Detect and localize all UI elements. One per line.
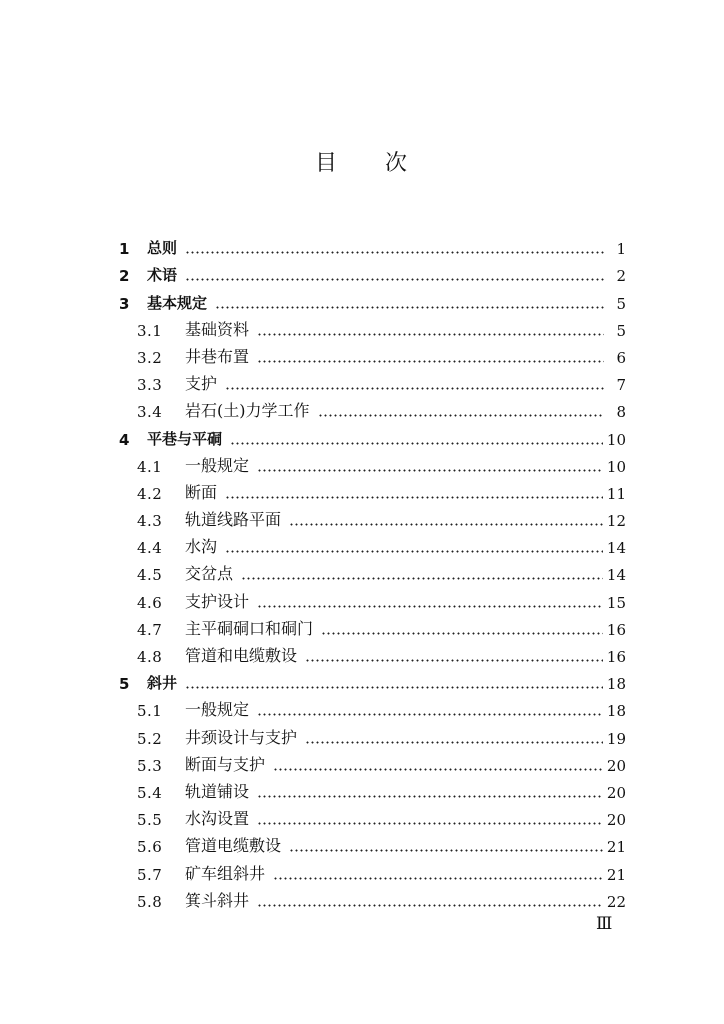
toc-entry-label: 斜井 <box>147 674 178 693</box>
toc-entry-label: 断面与支护 <box>185 754 266 774</box>
toc-entry-label: 箕斗斜井 <box>185 890 250 910</box>
dot-leader <box>305 647 603 663</box>
toc-entry-page: 19 <box>606 729 626 748</box>
toc-entry-page: 20 <box>606 756 626 775</box>
toc-entry-page: 22 <box>606 892 626 911</box>
toc-entry-page: 6 <box>616 348 626 367</box>
toc-entry-number: 3.2 <box>137 348 163 367</box>
toc-entry[interactable] <box>119 313 626 340</box>
toc-entry-page: 18 <box>606 702 626 721</box>
toc-entry[interactable] <box>119 557 626 584</box>
dot-leader <box>185 674 603 690</box>
dot-leader <box>185 239 604 255</box>
toc-entry-number: 4.6 <box>137 593 163 612</box>
toc-entry[interactable] <box>119 829 626 856</box>
toc-entry-label: 井巷布置 <box>185 346 250 366</box>
title-char-2: 次 <box>385 151 410 176</box>
toc-entry-label: 平巷与平硐 <box>147 429 223 448</box>
toc-entry-number: 5.4 <box>137 783 163 802</box>
page-title <box>0 146 724 177</box>
toc-entry[interactable] <box>119 421 626 448</box>
toc-entry-page: 20 <box>606 783 626 802</box>
toc-entry-page: 1 <box>616 240 626 259</box>
toc-entry[interactable] <box>119 612 626 639</box>
toc-entry-number: 4 <box>119 430 130 449</box>
toc-entry-label: 总则 <box>147 239 178 258</box>
toc-entry-label: 一般规定 <box>185 455 250 475</box>
dot-leader <box>257 783 603 799</box>
toc-entry-page: 8 <box>616 403 626 422</box>
title-char-1: 目 <box>314 151 339 176</box>
toc-entry-number: 5.3 <box>137 756 163 775</box>
toc-entry-label: 井颈设计与支护 <box>185 727 298 747</box>
toc-entry-label: 管道电缆敷设 <box>185 836 282 856</box>
toc-entry-label: 断面 <box>185 482 218 502</box>
dot-leader <box>257 321 604 337</box>
toc-entry[interactable] <box>119 802 626 829</box>
toc-entry-number: 4.8 <box>137 648 163 666</box>
toc-entry-label: 岩石(土)力学工作 <box>185 401 310 421</box>
toc-entry-number: 3.3 <box>137 376 163 395</box>
dot-leader <box>230 430 603 446</box>
toc-entry-label: 管道和电缆敷设 <box>185 646 298 665</box>
toc-entry[interactable] <box>119 748 626 775</box>
toc-entry-number: 3.1 <box>137 321 163 340</box>
toc-entry[interactable] <box>119 884 626 911</box>
toc-entry-label: 支护设计 <box>185 591 250 611</box>
toc-entry-page: 15 <box>606 593 626 612</box>
dot-leader <box>257 701 603 717</box>
toc-entry-page: 14 <box>606 539 626 558</box>
toc-entry-number: 5.2 <box>137 729 163 748</box>
toc-entry-label: 主平硐硐口和硐门 <box>185 618 314 638</box>
toc-entry[interactable] <box>119 666 626 693</box>
dot-leader <box>225 538 603 554</box>
toc-entry-page: 5 <box>616 321 626 340</box>
toc-entry[interactable] <box>119 258 626 285</box>
toc-entry-label: 支护 <box>185 374 218 394</box>
toc-entry-page: 21 <box>606 865 626 884</box>
toc-entry-number: 3.4 <box>137 403 163 422</box>
toc-entry-page: 10 <box>606 430 626 449</box>
toc-entry-number: 4.3 <box>137 512 163 531</box>
toc-entry-number: 5.5 <box>137 811 163 830</box>
toc-entry-page: 10 <box>606 457 626 476</box>
toc-entry-number: 5.8 <box>137 892 163 911</box>
toc-entry-number: 5.1 <box>137 702 163 721</box>
toc-entry-label: 基本规定 <box>147 293 208 312</box>
toc-entry-number: 4.1 <box>137 457 163 476</box>
toc-entry[interactable] <box>119 639 626 666</box>
dot-leader <box>257 457 603 473</box>
toc-entry[interactable] <box>119 693 626 720</box>
toc-entry[interactable] <box>119 775 626 802</box>
toc-entry-label: 一般规定 <box>185 700 250 720</box>
toc-entry[interactable] <box>119 503 626 530</box>
toc-entry[interactable] <box>119 856 626 883</box>
dot-leader <box>225 375 604 391</box>
toc-entry-label: 轨道铺设 <box>185 781 250 801</box>
toc-entry[interactable] <box>119 476 626 503</box>
toc-entry-page: 5 <box>616 294 626 313</box>
dot-leader <box>241 565 603 581</box>
toc-entry-number: 1 <box>119 240 130 259</box>
dot-leader <box>225 484 603 500</box>
dot-leader <box>321 620 603 636</box>
toc-entry-number: 4.7 <box>137 620 163 639</box>
dot-leader <box>257 593 603 609</box>
toc-entry-number: 2 <box>119 267 130 286</box>
toc-entry-label: 交岔点 <box>185 564 234 584</box>
toc-entry-page: 16 <box>606 648 626 666</box>
dot-leader <box>215 294 604 310</box>
dot-leader <box>305 729 603 745</box>
toc-entry[interactable] <box>119 340 626 367</box>
toc-entry-page: 21 <box>606 838 626 857</box>
toc-entry-number: 4.5 <box>137 566 163 585</box>
toc-entry-label: 矿车组斜井 <box>185 863 266 883</box>
toc-entry-page: 11 <box>606 484 626 503</box>
toc-entry[interactable] <box>119 285 626 312</box>
dot-leader <box>318 402 605 418</box>
toc-entry-page: 14 <box>606 566 626 585</box>
toc-entry-page: 12 <box>606 512 626 531</box>
toc-entry[interactable] <box>119 530 626 557</box>
toc-entry-label: 水沟设置 <box>185 809 250 829</box>
dot-leader <box>273 865 603 881</box>
toc-entry-label: 轨道线路平面 <box>185 510 282 530</box>
toc-entry[interactable] <box>119 231 626 258</box>
toc-entry-page: 7 <box>616 376 626 395</box>
dot-leader <box>273 756 603 772</box>
toc-entry-page: 18 <box>606 675 626 694</box>
toc-entry-number: 4.4 <box>137 539 163 558</box>
dot-leader <box>289 837 603 853</box>
toc-entry-page: 16 <box>606 620 626 639</box>
toc-entry[interactable] <box>119 449 626 476</box>
dot-leader <box>289 511 603 527</box>
toc-entry[interactable] <box>119 720 626 747</box>
toc-entry-number: 4.2 <box>137 484 163 503</box>
toc-entry-page: 2 <box>616 267 626 286</box>
toc-entry-number: 5.6 <box>137 838 163 857</box>
table-of-contents <box>119 231 626 911</box>
dot-leader <box>185 266 604 282</box>
toc-entry[interactable] <box>119 367 626 394</box>
toc-entry-label: 术语 <box>147 266 178 285</box>
dot-leader <box>257 810 603 826</box>
toc-entry[interactable] <box>119 394 626 421</box>
dot-leader <box>257 348 604 364</box>
toc-entry[interactable] <box>119 584 626 611</box>
toc-entry-label: 基础资料 <box>185 319 250 339</box>
toc-entry-number: 5.7 <box>137 865 163 884</box>
toc-entry-label: 水沟 <box>185 537 218 557</box>
dot-leader <box>257 892 603 908</box>
toc-entry-page: 20 <box>606 811 626 830</box>
toc-entry-number: 3 <box>119 294 130 313</box>
page-number: Ⅲ <box>596 914 613 934</box>
toc-entry-number: 5 <box>119 675 130 694</box>
